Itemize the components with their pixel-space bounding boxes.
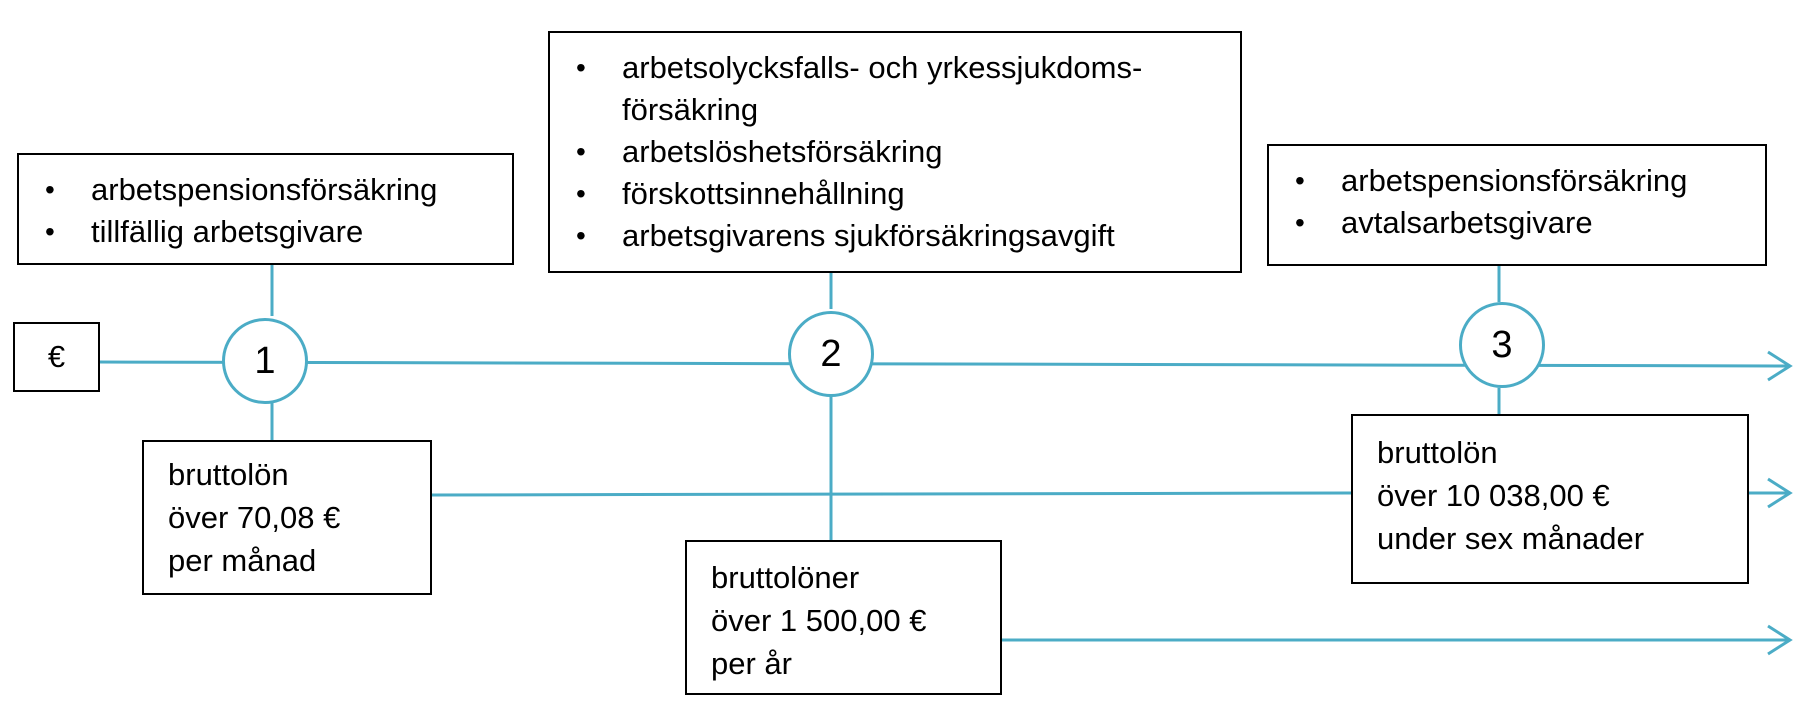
- insurance-item: • arbetsgivarens sjukförsäkringsavgift: [550, 215, 1240, 257]
- step-node-1: [222, 318, 308, 404]
- threshold-box-3: [1351, 414, 1749, 584]
- insurance-item: • arbetspensionsförsäkring: [1269, 160, 1765, 202]
- insurance-item: • tillfällig arbetsgivare: [19, 211, 512, 253]
- insurance-box-1: [17, 153, 514, 265]
- threshold-line: över 70,08 €: [168, 500, 341, 535]
- threshold-line: över 1 500,00 €: [711, 603, 927, 638]
- threshold-1-flow-line: [430, 493, 1352, 495]
- threshold-line: bruttolöner: [711, 560, 860, 595]
- insurance-item: • arbetslöshetsförsäkring: [550, 131, 1240, 173]
- insurance-item: • avtalsarbetsgivare: [1269, 202, 1765, 244]
- threshold-line: bruttolön: [168, 457, 289, 492]
- insurance-item-continuation: [550, 89, 1240, 131]
- threshold-box-1: [142, 440, 432, 595]
- threshold-line: per år: [711, 646, 792, 681]
- euro-start-box: [13, 322, 100, 392]
- insurance-item: • arbetspensionsförsäkring: [19, 169, 512, 211]
- step-node-2: [788, 311, 874, 397]
- insurance-box-3: [1267, 144, 1767, 266]
- insurance-list-1: [19, 169, 512, 253]
- threshold-line: över 10 038,00 €: [1377, 478, 1610, 513]
- insurance-item: • förskottsinnehållning: [550, 173, 1240, 215]
- insurance-item-continuation-text: försäkring: [622, 92, 759, 127]
- threshold-line: per månad: [168, 543, 317, 578]
- threshold-box-2: [685, 540, 1002, 695]
- step-node-3: [1459, 302, 1545, 388]
- insurance-item: • arbetsolycksfalls- och yrkessjukdoms-: [550, 47, 1240, 89]
- step-number: 3: [1491, 323, 1513, 366]
- step-number: 2: [820, 332, 842, 375]
- euro-symbol: €: [47, 339, 66, 374]
- insurance-list-2: [550, 47, 1240, 257]
- insurance-list-3: [1269, 160, 1765, 244]
- step-number: 1: [254, 339, 276, 382]
- insurance-box-2: [548, 31, 1242, 273]
- threshold-line: under sex månader: [1377, 521, 1645, 556]
- threshold-line: bruttolön: [1377, 435, 1498, 470]
